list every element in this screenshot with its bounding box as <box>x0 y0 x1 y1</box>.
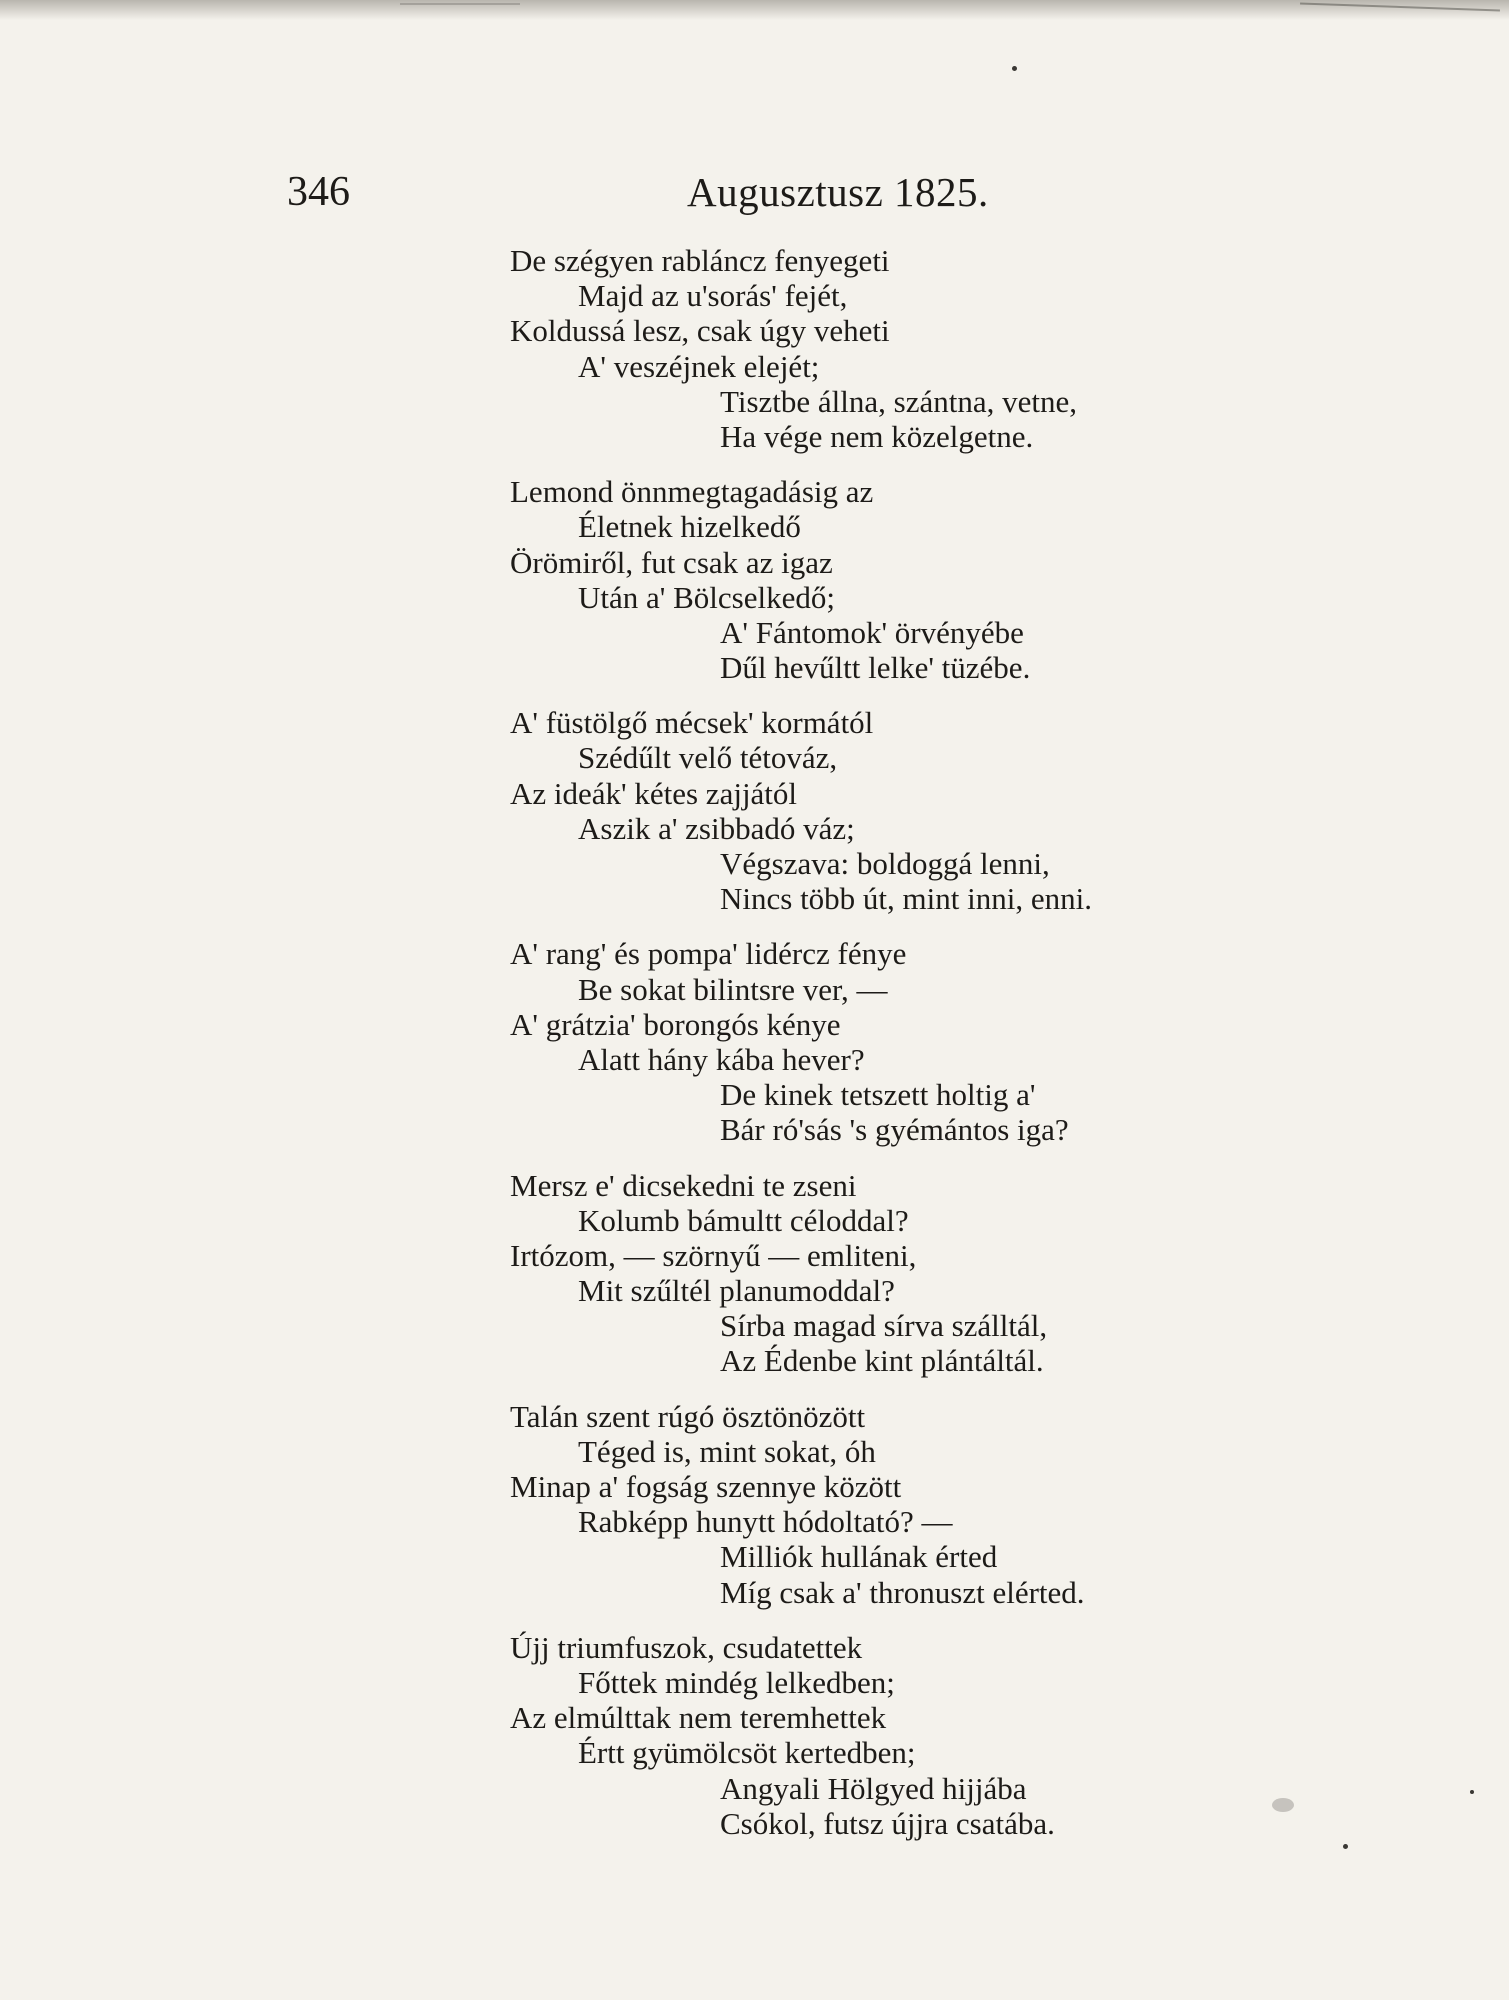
top-edge-mark <box>400 3 520 5</box>
poem-line: Mersz e' dicsekedni te zseni <box>510 1167 857 1203</box>
poem-line: A' grátzia' borongós kénye <box>510 1006 841 1042</box>
poem-line: Után a' Bölcselkedő; <box>578 579 835 615</box>
poem-line: Mit szűltél planumoddal? <box>578 1273 895 1309</box>
poem-line: Majd az u'sorás' fejét, <box>578 278 848 314</box>
poem-line: Szédűlt velő tétováz, <box>578 740 838 776</box>
poem-line: A' rang' és pompa' lidércz fénye <box>510 936 907 972</box>
poem-line: Végszava: boldoggá lenni, <box>720 846 1050 881</box>
poem-line: Kolumb bámultt céloddal? <box>578 1202 909 1238</box>
poem-line: Értt gyümölcsöt kertedben; <box>578 1735 916 1771</box>
poem-line: Főttek mindég lelkedben; <box>578 1664 895 1700</box>
poem-line: Téged is, mint sokat, óh <box>578 1433 876 1469</box>
running-head: Augusztusz 1825. <box>687 169 989 215</box>
poem-body <box>510 243 1330 1861</box>
poem-line: Alatt hány kába hever? <box>578 1041 865 1077</box>
page-header <box>0 160 1509 220</box>
poem-line: Az elmúlttak nem teremhettek <box>510 1700 887 1736</box>
poem-line: Milliók hullának érted <box>720 1539 998 1575</box>
poem-line: Az ideák' kétes zajjától <box>510 775 798 811</box>
poem-line: Angyali Hölgyed hijjába <box>720 1770 1027 1806</box>
stanza <box>510 1630 1330 1841</box>
stanza <box>510 936 1330 1147</box>
ink-speck <box>1012 66 1017 71</box>
poem-line: Minap a' fogság szennye között <box>510 1469 902 1504</box>
poem-line: Ha vége nem közelgetne. <box>720 418 1034 454</box>
poem-line: Aszik a' zsibbadó váz; <box>578 810 855 846</box>
stanza <box>510 243 1330 454</box>
poem-line: A' veszéjnek elejét; <box>578 348 820 384</box>
poem-line: Tisztbe állna, szántna, vetne, <box>720 383 1077 419</box>
poem-line: A' füstölgő mécsek' kormától <box>510 705 874 741</box>
poem-line: Dűl hevűltt lelke' tüzébe. <box>720 650 1031 686</box>
stanza <box>510 474 1330 685</box>
ink-speck <box>1470 1790 1474 1794</box>
ink-speck <box>1343 1844 1348 1849</box>
poem-line: De kinek tetszett holtig a' <box>720 1077 1036 1113</box>
poem-line: Nincs több út, mint inni, enni. <box>720 881 1092 917</box>
poem-line: De szégyen rabláncz fenyegeti <box>510 243 890 278</box>
poem-line: Koldussá lesz, csak úgy veheti <box>510 313 890 349</box>
ink-speck <box>1272 1798 1294 1812</box>
poem-line: Be sokat bilintsre ver, — <box>578 971 888 1007</box>
poem-line: Sírba magad sírva szálltál, <box>720 1308 1048 1344</box>
top-edge-shadow <box>0 0 1509 20</box>
poem-line: Míg csak a' thronuszt elérted. <box>720 1574 1085 1610</box>
poem-line: Újj triumfuszok, csudatettek <box>510 1629 863 1665</box>
poem-line: Örömiről, fut csak az igaz <box>510 544 833 580</box>
poem-line: Életnek hizelkedő <box>578 509 801 545</box>
poem-line: Irtózom, — szörnyű — emliteni, <box>510 1237 917 1273</box>
poem-line: Bár ró'sás 's gyémántos iga? <box>720 1112 1069 1148</box>
stanza <box>510 705 1330 916</box>
poem-line: Rabképp hunytt hódoltató? — <box>578 1504 953 1540</box>
poem-line: A' Fántomok' örvényébe <box>720 614 1024 650</box>
poem-line: Lemond önnmegtagadásig az <box>510 474 874 510</box>
poem-line: Talán szent rúgó ösztönözött <box>510 1398 866 1434</box>
stanza <box>510 1168 1330 1379</box>
poem-line: Az Édenbe kint plántáltál. <box>720 1343 1044 1379</box>
page-number: 346 <box>287 169 350 215</box>
stanza <box>510 1399 1330 1610</box>
poem-line: Csókol, futsz újjra csatába. <box>720 1805 1055 1841</box>
